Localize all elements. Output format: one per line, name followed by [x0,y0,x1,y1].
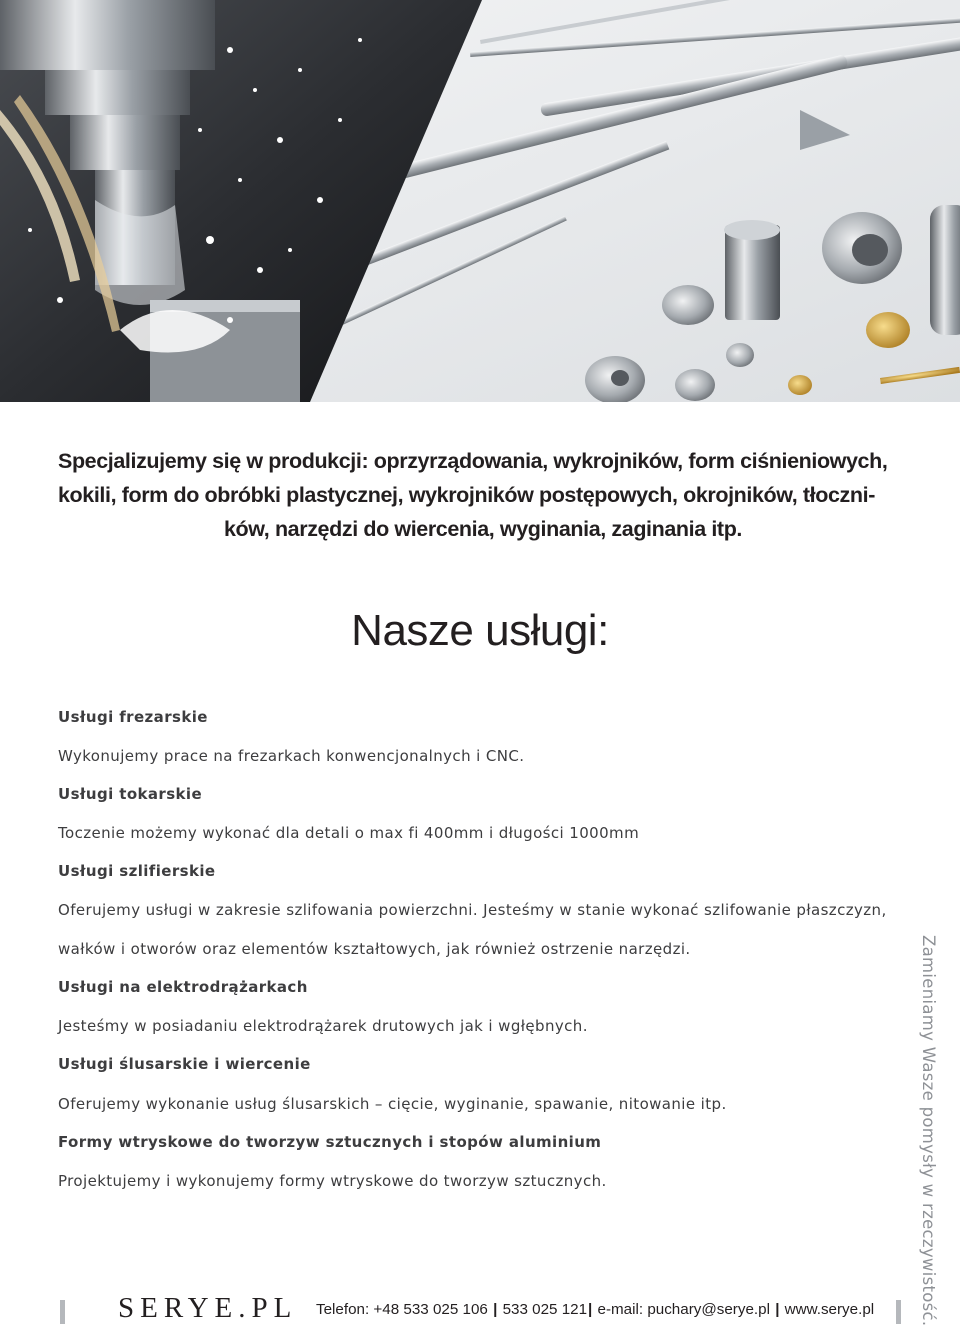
service-description: Oferujemy usługi w zakresie szlifowania powierzchni. Jesteśmy w stanie wykonać szlifowanie płaszczyzn, [58,901,887,919]
separator: | [493,1301,498,1318]
phone-number-2[interactable]: 533 025 121 [502,1301,588,1318]
footer-accent-bar [896,1300,901,1324]
service-description: Projektujemy i wykonujemy formy wtryskowe do tworzyw sztucznych. [58,1172,607,1190]
separator: | [775,1301,780,1318]
service-description: Oferujemy wykonanie usług ślusarskich – cięcie, wyginanie, spawanie, nitowanie itp. [58,1095,727,1113]
service-description: Wykonujemy prace na frezarkach konwencjonalnych i CNC. [58,747,525,765]
service-heading: Usługi na elektrodrążarkach [58,978,308,996]
footer-accent-bar [60,1300,65,1324]
service-description: wałków i otworów oraz elementów kształtowych, jak również ostrzenie narzędzi. [58,940,691,958]
service-heading: Formy wtryskowe do tworzyw sztucznych i stopów aluminium [58,1133,602,1151]
intro-line: Specjalizujemy się w produkcji: oprzyrządowania, wykrojników, form ciśnieniowych, [58,449,888,473]
website-link[interactable]: www.serye.pl [784,1301,875,1318]
services-title: Nasze usługi: [351,606,609,655]
vertical-slogan: Zamieniamy Wasze pomysły w rzeczywistość. [919,935,938,1326]
service-heading: Usługi szlifierskie [58,862,216,880]
company-logo: SERYE.PL [118,1292,298,1324]
service-description: Jesteśmy w posiadaniu elektrodrążarek drutowych jak i wgłębnych. [58,1017,588,1035]
service-heading: Usługi ślusarskie i wiercenie [58,1055,311,1073]
intro-paragraph [58,444,908,546]
email-link[interactable]: e-mail: puchary@serye.pl [597,1301,770,1318]
contact-line [316,1301,874,1318]
intro-line: kokili, form do obróbki plastycznej, wykrojników postępowych, okrojników, tłoczni- [58,483,875,507]
intro-line: ków, narzędzi do wiercenia, wyginania, zaginania itp. [223,517,742,541]
separator: | [588,1301,593,1318]
hero-photo [0,0,960,402]
service-heading: Usługi tokarskie [58,785,203,803]
service-description: Toczenie możemy wykonać dla detali o max fi 400mm i długości 1000mm [58,824,640,842]
phone-number[interactable]: Telefon: +48 533 025 106 [316,1301,488,1318]
service-heading: Usługi frezarskie [58,708,208,726]
